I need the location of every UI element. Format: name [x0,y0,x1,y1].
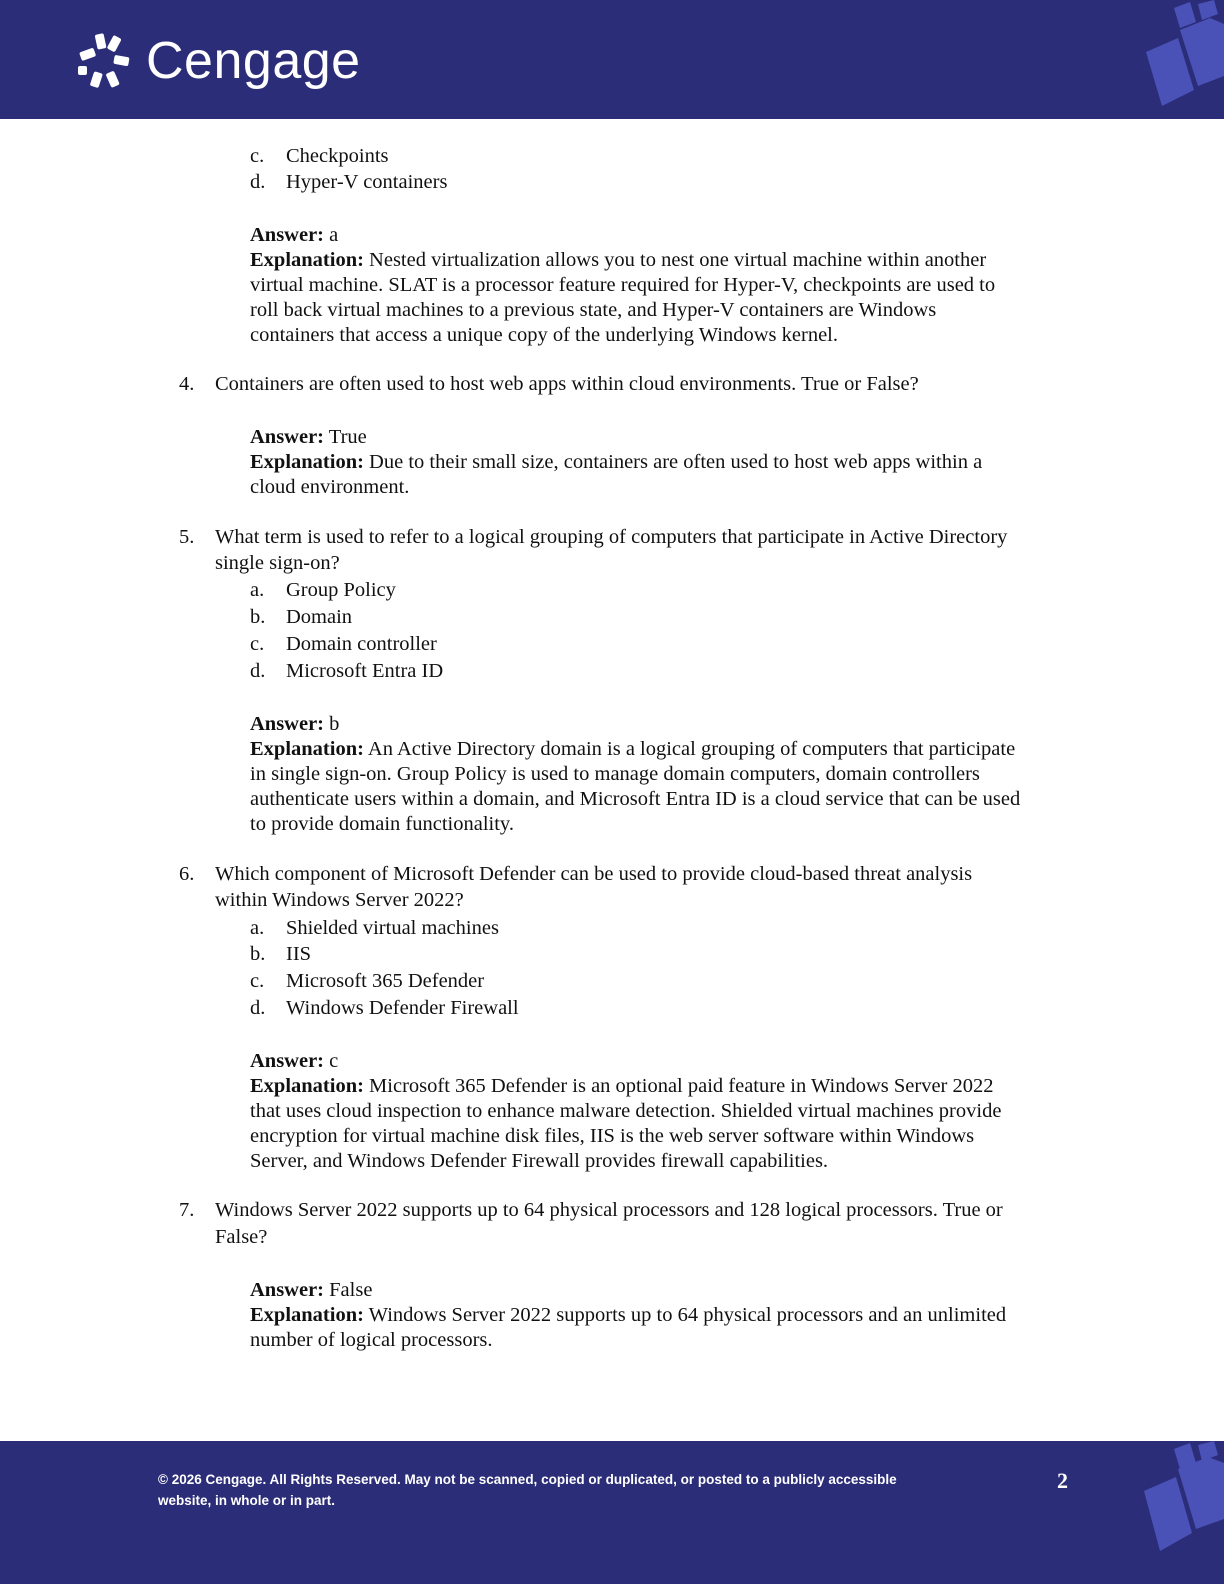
option-letter: d. [250,171,266,193]
answer-value: c [324,1050,339,1072]
option-text: Checkpoints [286,145,389,167]
explanation-line [250,1303,1006,1328]
page-number: 2 [1057,1468,1068,1493]
answer-value: b [324,713,340,735]
answer-line [250,223,338,248]
answer-line [250,1049,338,1074]
decorative-blocks-icon [1134,1441,1224,1571]
explanation-label: Explanation: [250,451,364,473]
explanation-text: Server, and Windows Defender Firewall provides firewall capabilities. [250,1150,829,1172]
question-number: 5. [179,526,195,548]
question-text: What term is used to refer to a logical grouping of computers that participate in Active Directory [215,526,1008,548]
question-number: 4. [179,373,195,395]
option-text: Windows Defender Firewall [286,997,519,1019]
answer-line [250,425,367,450]
cengage-logo [74,30,361,92]
option-letter: b. [250,606,266,628]
explanation-text: Due to their small size, containers are often used to host web apps within a [363,451,983,473]
option-text: IIS [286,943,312,965]
explanation-text: to provide domain functionality. [250,813,514,835]
option-text: Microsoft Entra ID [286,660,444,682]
answer-line [250,712,339,737]
answer-line [250,1278,372,1303]
explanation-line [250,450,982,475]
explanation-text: in single sign-on. Group Policy is used to manage domain computers, domain controllers [250,763,980,785]
copyright-line: © 2026 Cengage. All Rights Reserved. May not be scanned, copied or duplicated, or posted to a publicly accessible [158,1472,897,1487]
brand-name: Cengage [146,32,361,90]
answer-value: a [324,224,339,246]
option-letter: b. [250,943,266,965]
explanation-line [250,1074,994,1099]
answer-value: False [324,1279,373,1301]
question-text: single sign-on? [215,552,340,574]
explanation-text: encryption for virtual machine disk files, IIS is the web server software within Windows [250,1125,975,1147]
explanation-text: roll back virtual machines to a previous state, and Hyper-V containers are Windows [250,299,937,321]
explanation-label: Explanation: [250,1075,364,1097]
explanation-text: An Active Directory domain is a logical grouping of computers that participate [363,738,1016,760]
page-footer [0,1441,1224,1584]
option-letter: a. [250,917,265,939]
question-text: Which component of Microsoft Defender can be used to provide cloud-based threat analysis [215,863,973,885]
question-text: Windows Server 2022 supports up to 64 physical processors and 128 logical processors. True or [215,1199,1003,1221]
option-letter: d. [250,997,266,1019]
answer-label: Answer: [250,1279,325,1301]
option-letter: c. [250,970,265,992]
cengage-logo-mark-icon [74,30,136,92]
explanation-text: that uses cloud inspection to enhance malware detection. Shielded virtual machines provide [250,1100,1002,1122]
option-text: Shielded virtual machines [286,917,499,939]
document-body [0,119,1224,1439]
option-letter: c. [250,633,265,655]
explanation-text: number of logical processors. [250,1329,493,1351]
copyright-notice [158,1469,958,1511]
option-text: Domain [286,606,353,628]
answer-label: Answer: [250,224,325,246]
explanation-text: authenticate users within a domain, and Microsoft Entra ID is a cloud service that can be used [250,788,1021,810]
explanation-label: Explanation: [250,249,364,271]
explanation-text: cloud environment. [250,476,410,498]
answer-label: Answer: [250,426,325,448]
question-text: False? [215,1226,268,1248]
question-text: within Windows Server 2022? [215,889,464,911]
question-number: 7. [179,1199,195,1221]
option-letter: c. [250,145,265,167]
option-letter: d. [250,660,266,682]
page-header [0,0,1224,119]
explanation-line [250,737,1015,762]
explanation-label: Explanation: [250,738,364,760]
question-text: Containers are often used to host web apps within cloud environments. True or False? [215,373,919,395]
option-text: Group Policy [286,579,396,601]
option-letter: a. [250,579,265,601]
explanation-text: Windows Server 2022 supports up to 64 physical processors and an unlimited [363,1304,1007,1326]
explanation-text: Nested virtualization allows you to nest one virtual machine within another [363,249,987,271]
copyright-line: website, in whole or in part. [158,1493,336,1508]
explanation-line [250,248,986,273]
explanation-text: Microsoft 365 Defender is an optional paid feature in Windows Server 2022 [363,1075,994,1097]
option-text: Domain controller [286,633,437,655]
decorative-blocks-icon [1134,0,1224,119]
answer-label: Answer: [250,1050,325,1072]
answer-value: True [324,426,367,448]
explanation-text: containers that access a unique copy of the underlying Windows kernel. [250,324,838,346]
question-number: 6. [179,863,195,885]
explanation-label: Explanation: [250,1304,364,1326]
option-text: Microsoft 365 Defender [286,970,485,992]
answer-label: Answer: [250,713,325,735]
explanation-text: virtual machine. SLAT is a processor feature required for Hyper-V, checkpoints are used to [250,274,996,296]
option-text: Hyper-V containers [286,171,448,193]
